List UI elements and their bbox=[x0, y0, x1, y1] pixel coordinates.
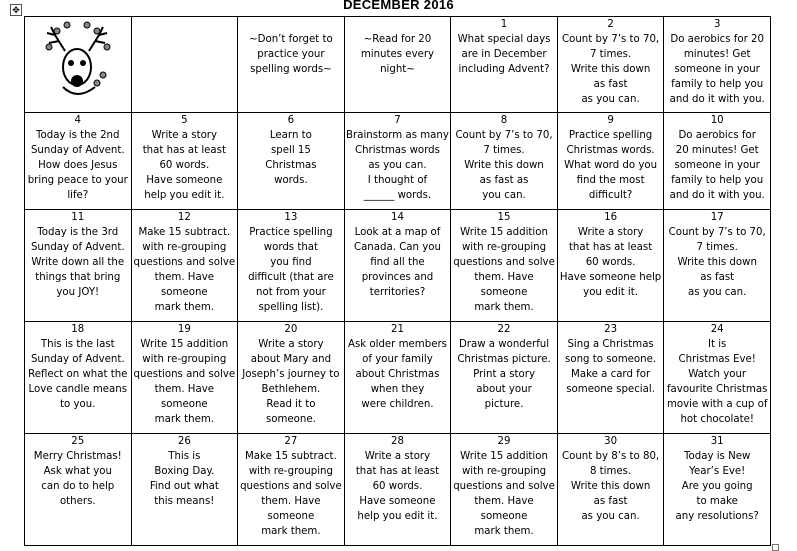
day-activity-text: Merry Christmas! Ask what you can do to help others. bbox=[33, 450, 122, 507]
calendar-day-cell[interactable] bbox=[344, 209, 451, 321]
day-number: 10 bbox=[710, 115, 724, 127]
day-activity-text: ~Read for 20 minutes every night~ bbox=[360, 34, 435, 75]
day-activity-text: Brainstorm as many Christmas words as you can. I thought of ______ words. bbox=[346, 130, 449, 202]
day-activity-text: Practice spelling words that you find difficult (that are not from your spelling list). bbox=[248, 226, 334, 313]
calendar-week-row bbox=[25, 433, 771, 545]
day-number: 1 bbox=[500, 19, 508, 30]
table-move-handle-icon[interactable]: ✥ bbox=[10, 4, 22, 16]
calendar-day-cell[interactable] bbox=[131, 209, 238, 321]
day-activity-text: Count by 8’s to 80, 8 times. Write this down as fast as you can. bbox=[562, 450, 660, 522]
calendar-day-cell[interactable] bbox=[25, 209, 132, 321]
day-activity-text: Write a story about Mary and Joseph’s journey to Bethlehem. Read it to someone. bbox=[242, 338, 340, 425]
day-activity-text: Count by 7’s to 70, 7 times. Write this down as fast as you can. bbox=[455, 130, 553, 202]
day-number: 16 bbox=[604, 211, 618, 223]
calendar-day-cell[interactable] bbox=[238, 209, 345, 321]
calendar-day-cell[interactable] bbox=[25, 321, 132, 433]
day-activity-text: Do aerobics for 20 minutes! Get someone in your family to help you and do it with you. bbox=[669, 130, 765, 202]
calendar-day-cell[interactable] bbox=[25, 17, 132, 113]
calendar-title: DECEMBER 2016 bbox=[343, 0, 454, 12]
day-number: 4 bbox=[74, 115, 82, 127]
calendar-day-cell[interactable] bbox=[131, 113, 238, 209]
calendar-day-cell[interactable] bbox=[25, 433, 132, 545]
calendar-day-cell[interactable] bbox=[451, 209, 558, 321]
calendar-day-cell[interactable] bbox=[451, 17, 558, 113]
day-activity-text: Practice spelling Christmas words. What word do you find the most difficult? bbox=[564, 130, 658, 202]
day-number bbox=[133, 17, 237, 32]
day-activity-text: Make 15 subtract. with re-grouping questions and solve them. Have someone mark them. bbox=[240, 450, 342, 537]
day-activity-text: Sing a Christmas song to someone. Make a card for someone special. bbox=[565, 338, 657, 395]
calendar-day-cell[interactable] bbox=[557, 321, 664, 433]
day-activity-text: Count by 7’s to 70, 7 times. Write this down as fast as you can. bbox=[668, 226, 766, 298]
calendar-day-cell[interactable] bbox=[25, 113, 132, 209]
calendar-day-cell[interactable] bbox=[557, 113, 664, 209]
day-activity-text: This is the last Sunday of Advent. Reflect on what the Love candle means to you. bbox=[28, 338, 128, 410]
calendar-day-cell[interactable] bbox=[557, 209, 664, 321]
calendar-day-cell[interactable] bbox=[344, 113, 451, 209]
calendar-day-cell[interactable] bbox=[451, 321, 558, 433]
day-activity-text: It is Christmas Eve! Watch your favourite Christmas movie with a cup of hot chocolate! bbox=[666, 338, 768, 425]
day-activity-text: Draw a wonderful Christmas picture. Print a story about your picture. bbox=[457, 338, 551, 410]
day-activity-text: Look at a map of Canada. Can you find all the provinces and territories? bbox=[353, 226, 441, 298]
calendar-day-cell[interactable] bbox=[131, 433, 238, 545]
calendar-week-row bbox=[25, 321, 771, 433]
day-activity-text: This is Boxing Day. Find out what this means! bbox=[149, 450, 219, 507]
calendar-day-cell[interactable] bbox=[344, 17, 451, 113]
day-number: 29 bbox=[497, 435, 511, 447]
calendar-day-cell[interactable] bbox=[664, 209, 771, 321]
day-number: 27 bbox=[284, 435, 298, 447]
calendar-table bbox=[24, 16, 771, 546]
day-number bbox=[239, 17, 343, 32]
day-activity-text: Learn to spell 15 Christmas words. bbox=[265, 130, 317, 187]
day-number: 9 bbox=[607, 115, 614, 127]
day-number: 6 bbox=[287, 115, 295, 127]
day-number: 26 bbox=[177, 435, 191, 447]
day-number: 25 bbox=[71, 435, 85, 447]
day-number bbox=[346, 17, 450, 32]
calendar-day-cell[interactable] bbox=[238, 113, 345, 209]
calendar-day-cell[interactable] bbox=[238, 17, 345, 113]
day-activity-text: Ask older members of your family about Christmas when they were children. bbox=[347, 338, 447, 410]
day-number: 7 bbox=[394, 115, 401, 127]
calendar-day-cell[interactable] bbox=[451, 113, 558, 209]
day-activity-text: Make 15 subtract. with re-grouping questions and solve them. Have someone mark them. bbox=[133, 226, 236, 313]
calendar-day-cell[interactable] bbox=[131, 17, 238, 113]
day-number: 22 bbox=[497, 323, 511, 335]
calendar-day-cell[interactable] bbox=[664, 113, 771, 209]
calendar-day-cell[interactable] bbox=[238, 321, 345, 433]
calendar-day-cell[interactable] bbox=[664, 433, 771, 545]
day-activity-text: Write a story that has at least 60 words. Have someone help you edit it. bbox=[355, 450, 440, 522]
day-number: 8 bbox=[500, 115, 508, 127]
day-number: 30 bbox=[604, 435, 618, 447]
day-number: 20 bbox=[284, 323, 298, 335]
day-number: 13 bbox=[284, 211, 298, 223]
day-number: 11 bbox=[71, 211, 85, 223]
calendar-day-cell[interactable] bbox=[451, 433, 558, 545]
calendar-day-cell[interactable] bbox=[557, 17, 664, 113]
calendar-day-cell[interactable] bbox=[344, 321, 451, 433]
day-activity-text: ~Don’t forget to practice your spelling words~ bbox=[249, 34, 333, 75]
day-number: 24 bbox=[710, 323, 724, 335]
day-number: 14 bbox=[390, 211, 404, 223]
day-activity-text: Write a story that has at least 60 words. Have someone help you edit it. bbox=[142, 130, 226, 202]
day-activity-text: Write 15 addition with re-grouping questions and solve them. Have someone mark them. bbox=[453, 450, 555, 537]
calendar-day-cell[interactable] bbox=[344, 433, 451, 545]
day-activity-text: Today is the 3rd Sunday of Advent. Write down all the things that bring you JOY! bbox=[30, 226, 125, 298]
calendar-week-row bbox=[25, 113, 771, 209]
calendar-day-cell[interactable] bbox=[664, 17, 771, 113]
day-number: 12 bbox=[177, 211, 191, 223]
day-number: 5 bbox=[181, 115, 188, 127]
day-number: 23 bbox=[604, 323, 618, 335]
day-number: 18 bbox=[71, 323, 85, 335]
day-number: 17 bbox=[710, 211, 724, 223]
day-number: 28 bbox=[390, 435, 404, 447]
day-activity-text: Write 15 addition with re-grouping questions and solve them. Have someone mark them. bbox=[453, 226, 555, 313]
day-number: 3 bbox=[713, 19, 721, 30]
day-activity-text: Do aerobics for 20 minutes! Get someone in your family to help you and do it with you. bbox=[669, 34, 765, 105]
calendar-week-row bbox=[25, 17, 771, 113]
day-activity-text: Today is New Year’s Eve! Are you going to make any resolutions? bbox=[675, 450, 759, 522]
day-activity-text: What special days are in December including Advent? bbox=[457, 34, 551, 75]
calendar-day-cell[interactable] bbox=[557, 433, 664, 545]
day-number: 15 bbox=[497, 211, 511, 223]
calendar-day-cell[interactable] bbox=[131, 321, 238, 433]
calendar-day-cell[interactable] bbox=[238, 433, 345, 545]
day-number: 2 bbox=[607, 19, 614, 30]
day-number: 31 bbox=[710, 435, 724, 447]
day-activity-text: Write 15 addition with re-grouping questions and solve them. Have someone mark them. bbox=[133, 338, 236, 425]
day-activity-text: Count by 7’s to 70, 7 times. Write this down as fast as you can. bbox=[562, 34, 660, 105]
day-activity-text: Write a story that has at least 60 words. Have someone help you edit it. bbox=[559, 226, 662, 298]
calendar-week-row bbox=[25, 209, 771, 321]
day-number: 19 bbox=[177, 323, 191, 335]
reindeer-clipart-icon bbox=[43, 21, 113, 101]
day-number: 21 bbox=[390, 323, 404, 335]
day-activity-text: Today is the 2nd Sunday of Advent. How does Jesus bring peace to your life? bbox=[27, 130, 128, 202]
calendar-day-cell[interactable] bbox=[664, 321, 771, 433]
